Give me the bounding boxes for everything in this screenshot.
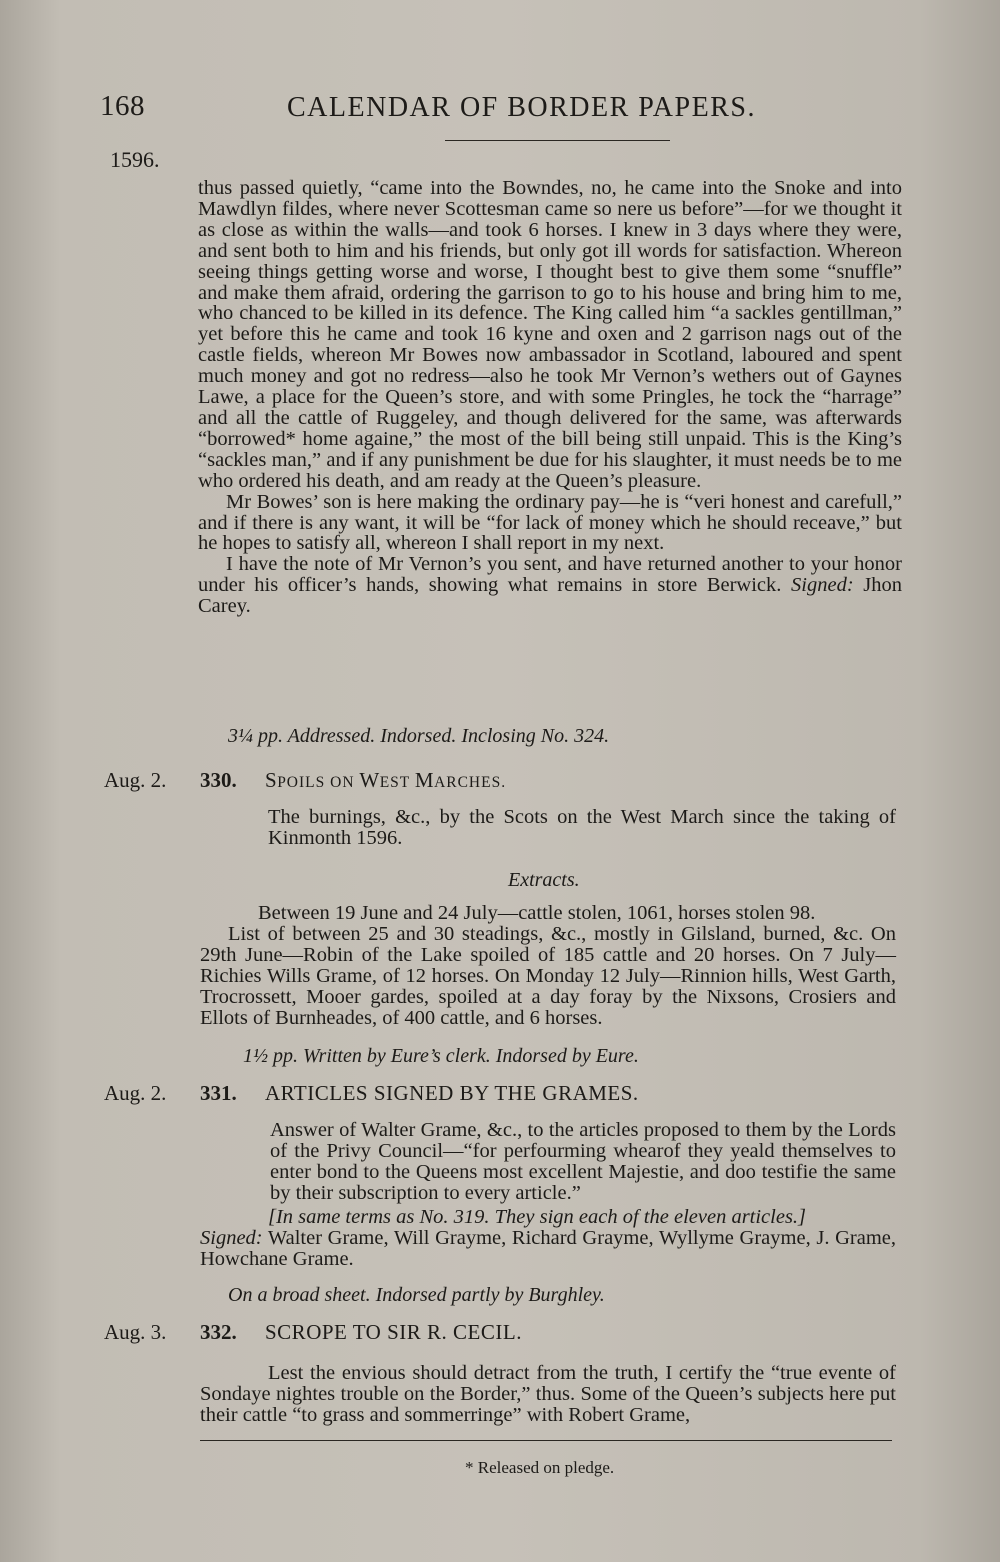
letter-continuation bbox=[198, 178, 902, 617]
entry-330-date: Aug. 2. bbox=[104, 768, 167, 792]
footnote-rule bbox=[200, 1440, 892, 1441]
year-label: 1596. bbox=[110, 147, 160, 172]
signed-label: Signed: bbox=[200, 1227, 263, 1249]
letter-paragraph bbox=[198, 554, 902, 617]
entry-330-endorsement: 1½ pp. Written by Eure’s clerk. Indorsed by Eure. bbox=[243, 1045, 639, 1067]
entry-332-number: 332. bbox=[200, 1320, 237, 1344]
entry-330-extracts bbox=[200, 903, 896, 1028]
entry-330-description: The burnings, &c., by the Scots on the West March since the taking of Kinmonth 1596. bbox=[268, 806, 896, 849]
entry-330-number: 330. bbox=[200, 768, 237, 792]
entry-331-description: Answer of Walter Grame, &c., to the articles proposed to them by the Lords of the Privy Council—“for perfourming whearof they yeald themselves to enter bond to the Queens most excellent Majestie, and doo testifie the same by their subscription to every article.” bbox=[270, 1119, 896, 1204]
entry-332-description: Lest the envious should detract from the truth, I certify the “true evente of Sondaye nightes trouble on the Border,” thus. Some of the Queen’s subjects here put their cattle “to grass and sommerringe” with Robert Grame, bbox=[200, 1362, 896, 1426]
signed-label: Signed: bbox=[791, 574, 854, 597]
letter-paragraph: thus passed quietly, “came into the Bowndes, no, he came into the Snoke and into Mawdlyn fildes, where never Scottesman came so nere us before”—for we thought it as close as within the walls—and took 6 horses. I knew in 3 days where they were, and sent both to him and his friends, but only got ill words for satisfaction. Whereon seeing things getting worse and worse, I thought best to give them some “snuffle” and make them afraid, ordering the garrison to go to his house and bring him to me, who chanced to be killed in its defence. The King called him “a sackles gentillman,” yet before this he came and took 16 kyne and oxen and 2 garrison nags out of the castle fields, whereon Mr Bowes now ambassador in Scotland, laboured and spent much money and got no redress—also he took Mr Vernon’s wethers out of Gaynes Lawe, a place for the Queen’s store, and with some Pringles, he tock the “harrage” and all the cattle of Ruggeley, and though delivered for the same, was afterwards “borrowed* home againe,” the most of the bill being still unpaid. This is the King’s “sackles man,” and if any punishment be due for his slaughter, it must needs be to me who ordered his death, and am ready at the Queen’s pleasure. bbox=[198, 177, 902, 492]
letter-paragraph-text: I have the note of Mr Vernon’s you sent, and have returned another to your honor under his officer’s hands, showing what remains in store Berwick. bbox=[198, 553, 902, 597]
signatory: Jhon Carey. bbox=[198, 574, 903, 618]
letter-endorsement: 3¼ pp. Addressed. Indorsed. Inclosing No. 324. bbox=[228, 725, 610, 747]
extract-line: Between 19 June and 24 July—cattle stolen, 1061, horses stolen 98. bbox=[258, 902, 816, 924]
extract-paragraph: List of between 25 and 30 steadings, &c., mostly in Gilsland, burned, &c. On 29th June—Robin of the Lake spoiled of 185 cattle and 20 horses. On 7 July—Richies Wills Grame, of 12 horses. On Monday 12 July—Rinnion hills, West Garth, Trocrossett, Mooer gardes, spoiled at a day foray by the Nixsons, Crosiers and Ellots of Burnheades, of 400 cattle, and 6 horses. bbox=[200, 922, 896, 1029]
entry-332-date: Aug. 3. bbox=[104, 1320, 167, 1344]
entry-331-note: [In same terms as No. 319. They sign each of the eleven articles.] bbox=[268, 1206, 807, 1228]
extracts-label: Extracts. bbox=[508, 869, 580, 891]
entry-332-title: SCROPE TO SIR R. CECIL. bbox=[265, 1320, 522, 1344]
entry-331-title: ARTICLES SIGNED BY THE GRAMES. bbox=[265, 1081, 639, 1105]
entry-331-date: Aug. 2. bbox=[104, 1081, 167, 1105]
entry-331-signatures bbox=[200, 1228, 896, 1270]
page-number: 168 bbox=[100, 90, 145, 122]
running-title: CALENDAR OF BORDER PAPERS. bbox=[287, 92, 756, 123]
footnote: * Released on pledge. bbox=[465, 1458, 615, 1477]
letter-paragraph: Mr Bowes’ son is here making the ordinary pay—he is “veri honest and carefull,” and if there is any want, it will be “for lack of money which he should receave,” but he hopes to satisfy all, whereon I shall report in my next. bbox=[198, 490, 902, 555]
signatories: Walter Grame, Will Grayme, Richard Grayme, Wyllyme Grayme, J. Grame, Howchane Grame. bbox=[200, 1227, 896, 1270]
entry-330-title: SPOILS ON WEST MARCHES. bbox=[265, 768, 507, 792]
entry-331-number: 331. bbox=[200, 1081, 237, 1105]
header-rule bbox=[445, 140, 670, 141]
entry-331-endorsement: On a broad sheet. Indorsed partly by Burghley. bbox=[228, 1284, 605, 1306]
